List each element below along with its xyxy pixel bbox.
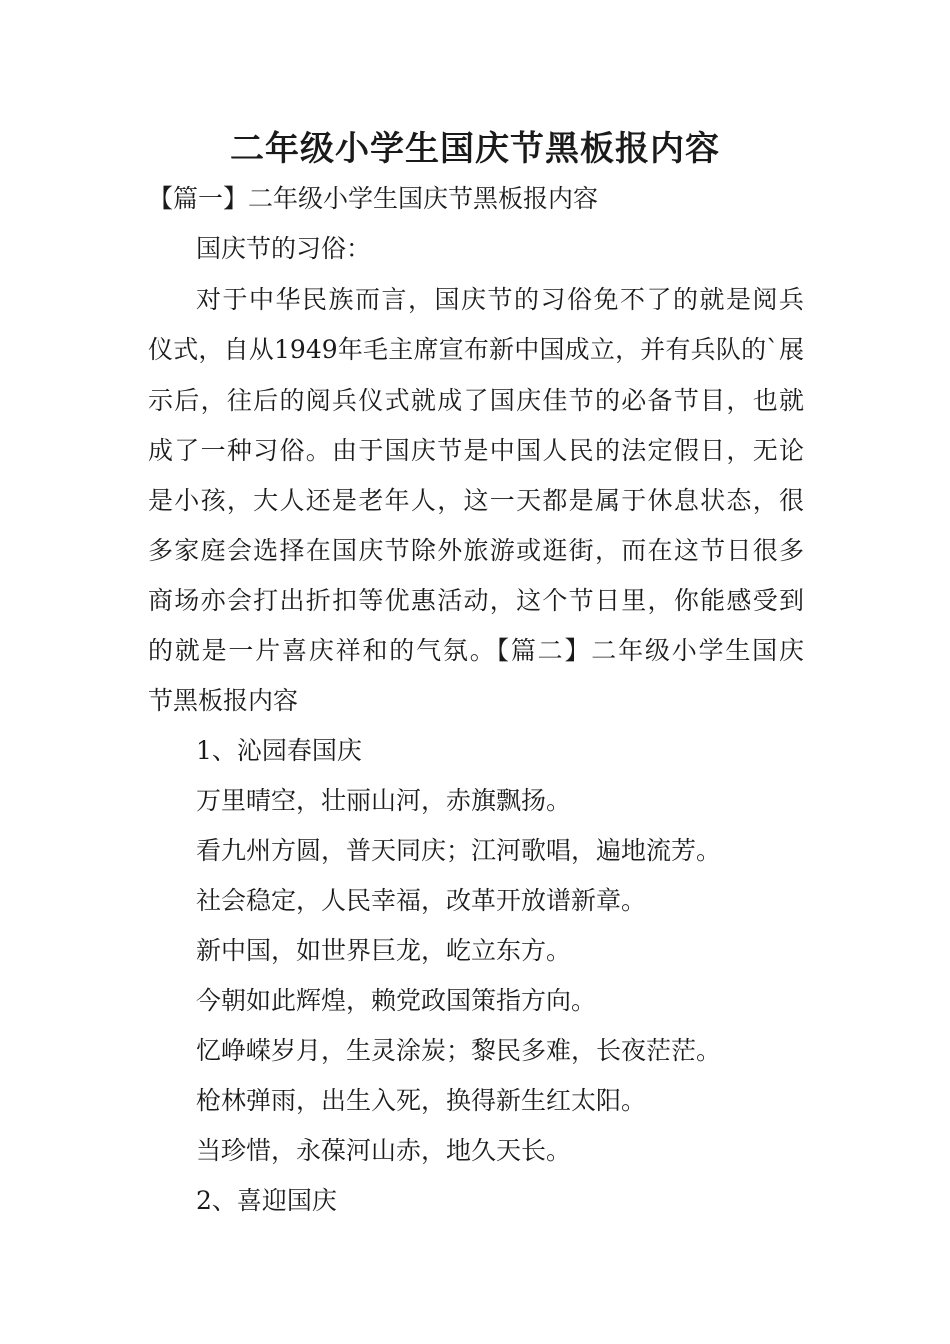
paragraph-line: 多家庭会选择在国庆节除外旅游或逛街，而在这节日很多 bbox=[148, 536, 804, 565]
paragraph-line: 仪式，自从1949年毛主席宣布新中国成立，并有兵队的`展 bbox=[148, 335, 804, 364]
paragraph-line: 是小孩，大人还是老年人，这一天都是属于休息状态，很 bbox=[148, 486, 804, 515]
poem-title: 1、沁园春国庆 bbox=[196, 736, 362, 765]
poem-line: 新中国，如世界巨龙，屹立东方。 bbox=[196, 936, 572, 965]
poem-line: 当珍惜，永葆河山赤，地久天长。 bbox=[196, 1136, 572, 1165]
poem-line: 看九州方圆，普天同庆；江河歌唱，遍地流芳。 bbox=[196, 836, 722, 865]
document-title: 二年级小学生国庆节黑板报内容 bbox=[230, 129, 720, 169]
paragraph-line: 成了一种习俗。由于国庆节是中国人民的法定假日，无论 bbox=[148, 436, 804, 465]
poem-title: 2、喜迎国庆 bbox=[196, 1186, 337, 1215]
paragraph-line: 的就是一片喜庆祥和的气氛。【篇二】二年级小学生国庆 bbox=[148, 636, 804, 665]
poem-line: 万里晴空，壮丽山河，赤旗飘扬。 bbox=[196, 786, 572, 815]
paragraph-line: 示后，往后的阅兵仪式就成了国庆佳节的必备节目，也就 bbox=[148, 386, 804, 415]
paragraph-line: 对于中华民族而言，国庆节的习俗免不了的就是阅兵 bbox=[196, 285, 804, 314]
paragraph-line: 商场亦会打出折扣等优惠活动，这个节日里，你能感受到 bbox=[148, 586, 804, 615]
customs-heading: 国庆节的习俗： bbox=[196, 234, 372, 263]
poem-line: 今朝如此辉煌，赖党政国策指方向。 bbox=[196, 986, 597, 1015]
paragraph-line: 节黑板报内容 bbox=[148, 686, 299, 715]
section-heading-part1: 【篇一】二年级小学生国庆节黑板报内容 bbox=[148, 184, 599, 213]
poem-line: 忆峥嵘岁月，生灵涂炭；黎民多难，长夜茫茫。 bbox=[196, 1036, 722, 1065]
poem-line: 社会稳定，人民幸福，改革开放谱新章。 bbox=[196, 886, 647, 915]
poem-line: 枪林弹雨，出生入死，换得新生红太阳。 bbox=[196, 1086, 647, 1115]
